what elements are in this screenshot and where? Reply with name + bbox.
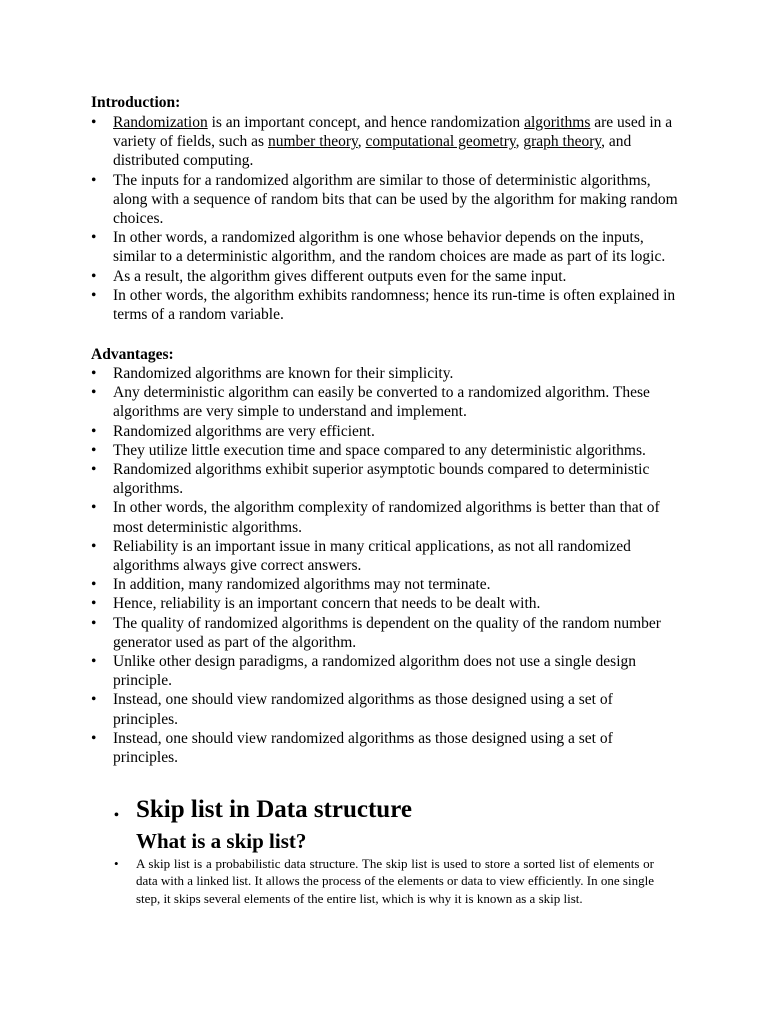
number-theory-link[interactable]: number theory bbox=[267, 133, 358, 151]
list-item: • Randomized algorithms exhibit superior asymptotic bounds compared to deterministic algorithms. bbox=[91, 460, 681, 498]
advantages-heading: Advantages: bbox=[91, 346, 174, 363]
list-item: • In addition, many randomized algorithms may not terminate. bbox=[91, 575, 681, 594]
skip-list-subtitle: What is a skip list? bbox=[136, 829, 307, 853]
list-item: • In other words, the algorithm complexity of randomized algorithms is better than that of most deterministic algorithms. bbox=[91, 498, 681, 536]
list-item: • In other words, a randomized algorithm is one whose behavior depends on the inputs, similar to a deterministic algorithm, and the random choices are made as part of its logic. bbox=[91, 228, 681, 266]
list-item: • Randomized algorithms are known for their simplicity. bbox=[91, 364, 681, 383]
introduction-list bbox=[91, 113, 681, 324]
list-item: • A skip list is a probabilistic data structure. The skip list is used to store a sorted list of elements or data with a linked list. It allows the process of the elements or data to view efficiently. In one single step, it skips several elements of the entire list, which is why it is known as a skip list. bbox=[114, 855, 654, 907]
list-item: • Randomization is an important concept, and hence randomization algorithms are used in a variety of fields, such as number theory, computational geometry, graph theory, and distributed computing. bbox=[91, 113, 681, 171]
list-item: • Randomized algorithms are very efficient. bbox=[91, 422, 681, 441]
randomization-link[interactable]: Randomization bbox=[113, 114, 208, 131]
list-item: • As a result, the algorithm gives different outputs even for the same input. bbox=[91, 267, 681, 286]
skip-list-title: • Skip list in Data structure bbox=[116, 794, 412, 826]
list-item: • Hence, reliability is an important concern that needs to be dealt with. bbox=[91, 594, 681, 613]
list-item: • In other words, the algorithm exhibits randomness; hence its run-time is often explained in terms of a random variable. bbox=[91, 286, 681, 324]
list-item: • They utilize little execution time and space compared to any deterministic algorithms. bbox=[91, 441, 681, 460]
list-item: • Reliability is an important issue in many critical applications, as not all randomized algorithms always give correct answers. bbox=[91, 537, 681, 575]
introduction-heading: Introduction: bbox=[91, 94, 181, 111]
list-item: • Unlike other design paradigms, a randomized algorithm does not use a single design principle. bbox=[91, 652, 681, 690]
skip-list-description-list bbox=[114, 855, 654, 907]
algorithms-link[interactable]: algorithms bbox=[524, 114, 591, 131]
list-item: • Instead, one should view randomized algorithms as those designed using a set of principles. bbox=[91, 729, 681, 767]
computational-geometry-link[interactable]: computational geometry bbox=[365, 133, 516, 151]
advantages-list bbox=[91, 364, 681, 767]
graph-theory-link[interactable]: graph theory bbox=[523, 133, 602, 151]
list-item: • The inputs for a randomized algorithm are similar to those of deterministic algorithms, along with a sequence of random bits that can be used by the algorithm for making random choices. bbox=[91, 171, 681, 229]
list-item: • The quality of randomized algorithms is dependent on the quality of the random number generator used as part of the algorithm. bbox=[91, 614, 681, 652]
list-item: • Instead, one should view randomized algorithms as those designed using a set of principles. bbox=[91, 690, 681, 728]
list-item: • Any deterministic algorithm can easily be converted to a randomized algorithm. These algorithms are very simple to understand and implement. bbox=[91, 383, 681, 421]
